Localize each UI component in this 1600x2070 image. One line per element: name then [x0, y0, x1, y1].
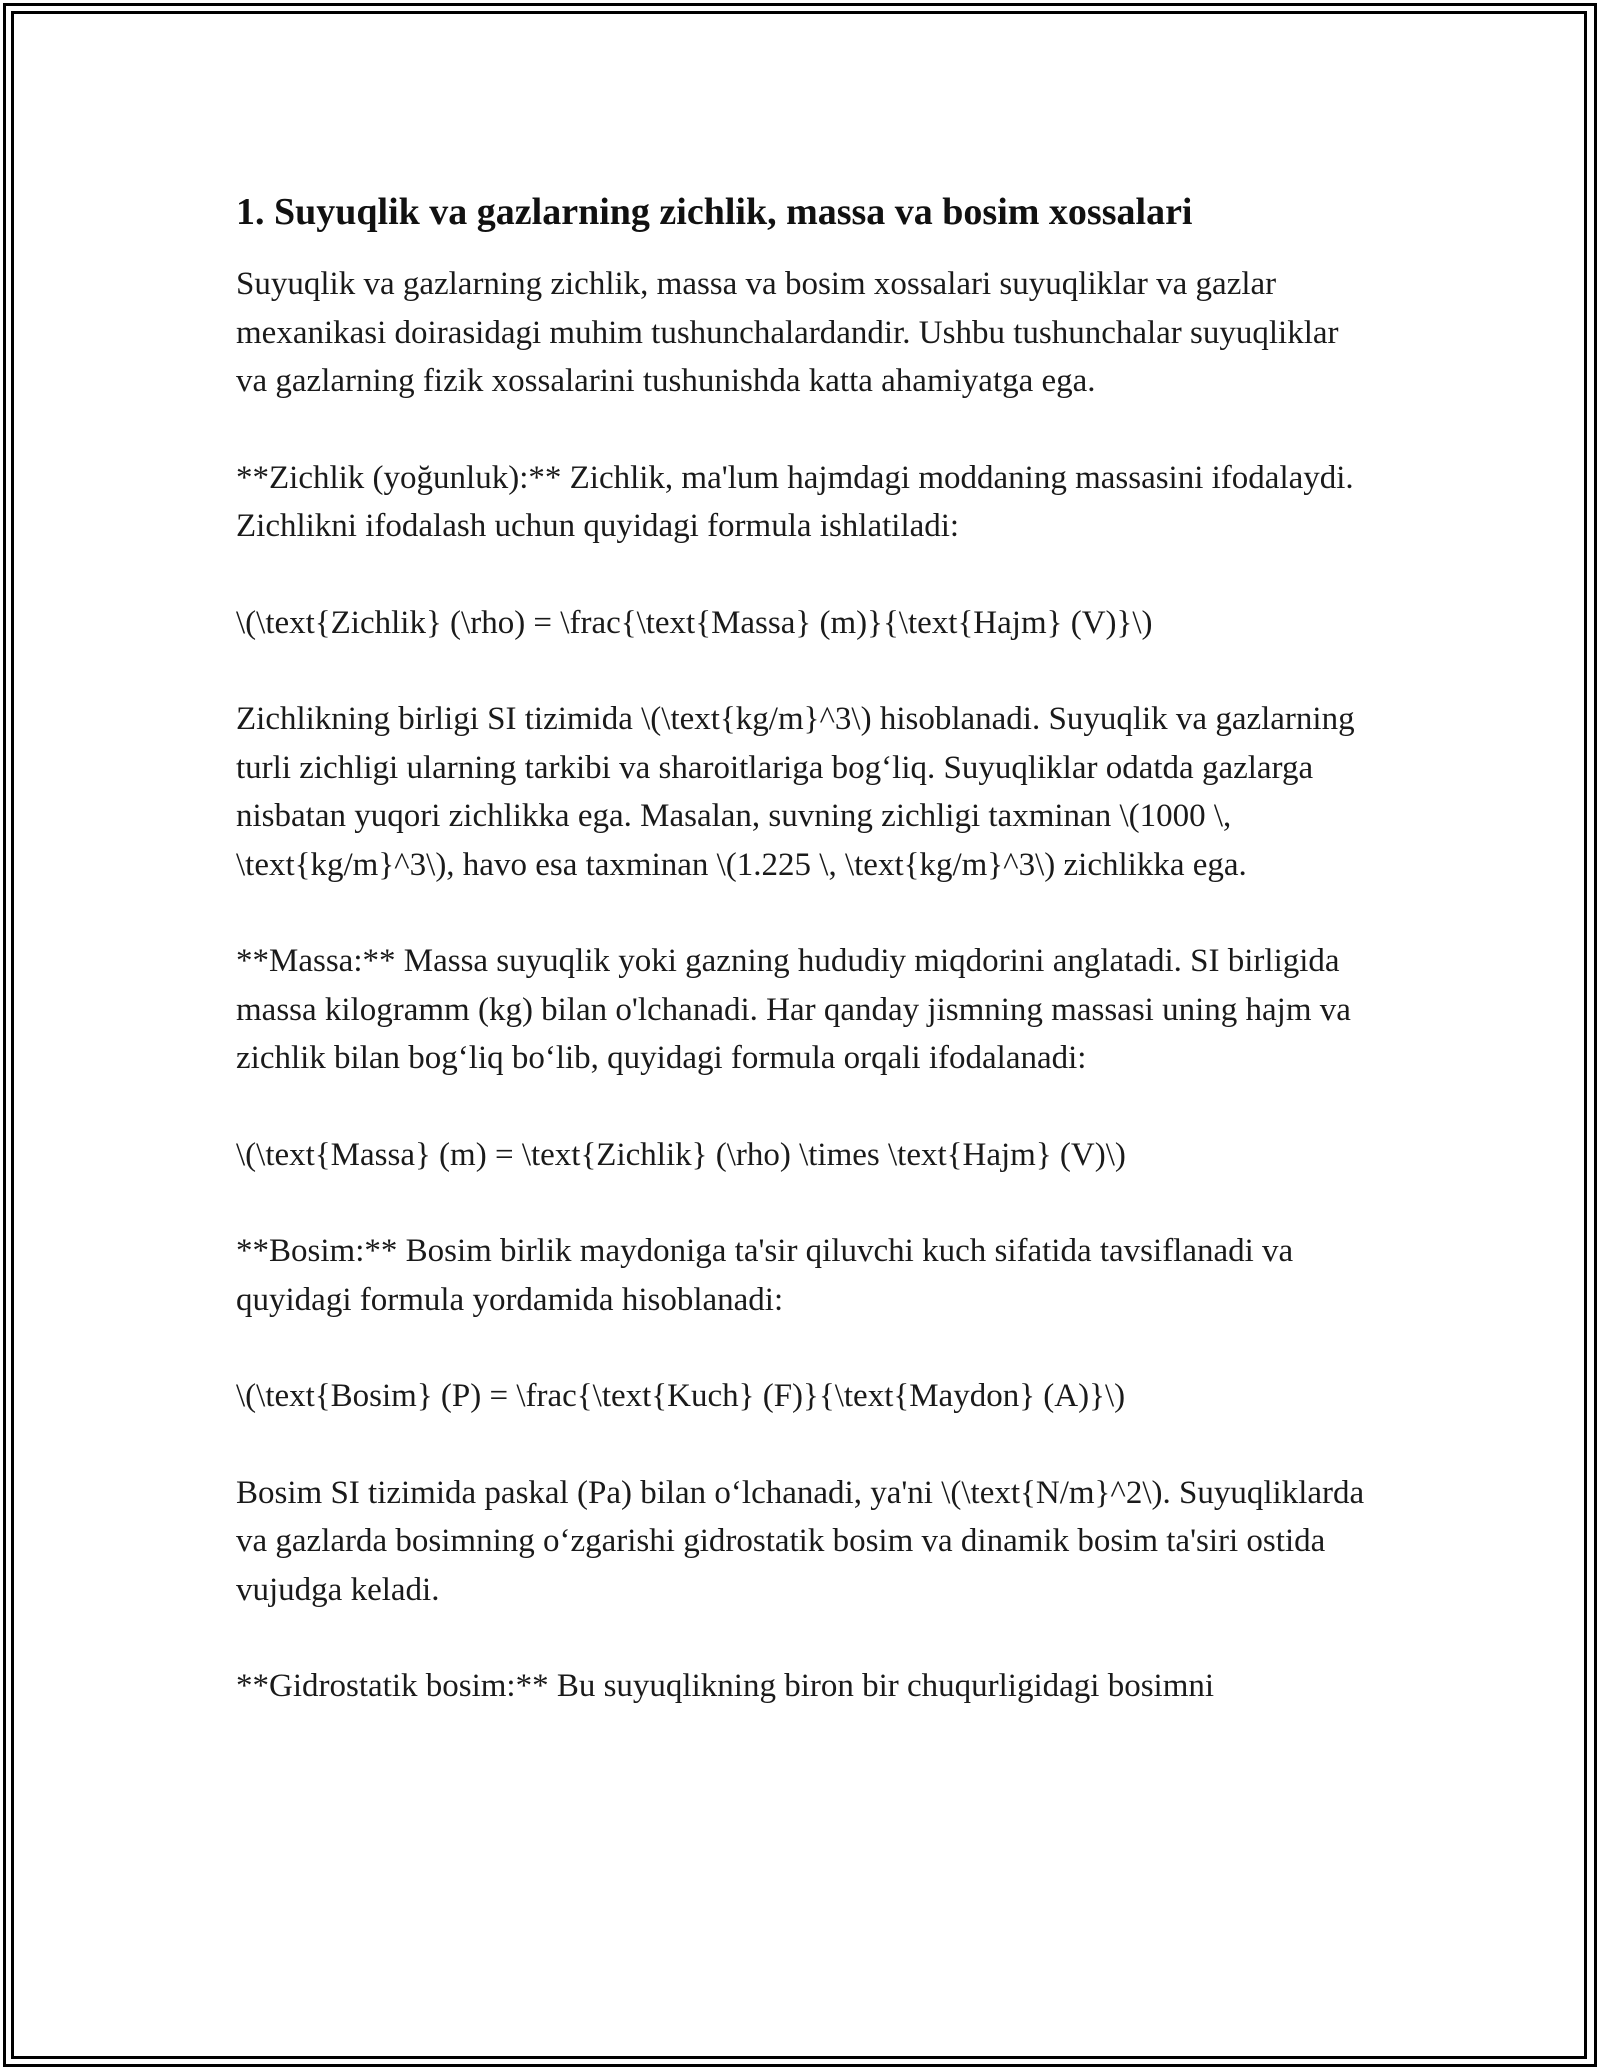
document-body — [236, 186, 1376, 1759]
intro-paragraph: Suyuqlik va gazlarning zichlik, massa va bosim xossalari suyuqliklar va gazlar mexanikasi doirasidagi muhim tushunchalardandir. Ushbu tushunchalar suyuqliklar va gazlarning fizik xossalarini tushunishda katta ahamiyatga ega. — [236, 266, 1339, 399]
section-heading: 1. Suyuqlik va gazlarning zichlik, massa va bosim xossalari — [236, 191, 1193, 233]
pressure-units-paragraph: Bosim SI tizimida paskal (Pa) bilan o‘lchanadi, ya'ni \(\text{N/m}^2\). Suyuqliklarda va gazlarda bosimning o‘zgarishi gidrostatik bosim va dinamik bosim ta'siri ostida vujudga keladi. — [236, 1474, 1365, 1608]
pressure-paragraph: **Bosim:** Bosim birlik maydoniga ta'sir qiluvchi kuch sifatida tavsiflanadi va quyidagi formula yordamida hisoblanadi: — [236, 1233, 1294, 1318]
mass-formula: \(\text{Massa} (m) = \text{Zichlik} (\rho) \times \text{Hajm} (V)\) — [236, 1136, 1126, 1173]
density-units-paragraph: Zichlikning birligi SI tizimida \(\text{kg/m}^3\) hisoblanadi. Suyuqlik va gazlarning turli zichligi ularning tarkibi va sharoitlariga bog‘liq. Suyuqliklar odatda gazlarga nisbatan yuqori zichlikka ega. Masalan, suvning zichligi taxminan \(1000 \, \text{kg/m}^3\), havo esa taxminan \(1.225 \, \text{kg/m}^3\) zichlikka ega. — [236, 701, 1355, 883]
density-paragraph: **Zichlik (yoğunluk):** Zichlik, ma'lum hajmdagi moddaning massasini ifodalaydi. Zichlikni ifodalash uchun quyidagi formula ishlatiladi: — [236, 459, 1354, 544]
hydrostatic-paragraph: **Gidrostatik bosim:** Bu suyuqlikning biron bir chuqurligidagi bosimni — [236, 1668, 1215, 1704]
density-formula: \(\text{Zichlik} (\rho) = \frac{\text{Massa} (m)}{\text{Hajm} (V)}\) — [236, 604, 1153, 641]
mass-paragraph: **Massa:** Massa suyuqlik yoki gazning hududiy miqdorini anglatadi. SI birligida massa kilogramm (kg) bilan o'lchanadi. Har qanday jismning massasi uning hajm va zichlik bilan bog‘liq bo‘lib, quyidagi formula orqali ifodalanadi: — [236, 943, 1351, 1076]
pressure-formula: \(\text{Bosim} (P) = \frac{\text{Kuch} (F)}{\text{Maydon} (A)}\) — [236, 1378, 1126, 1414]
